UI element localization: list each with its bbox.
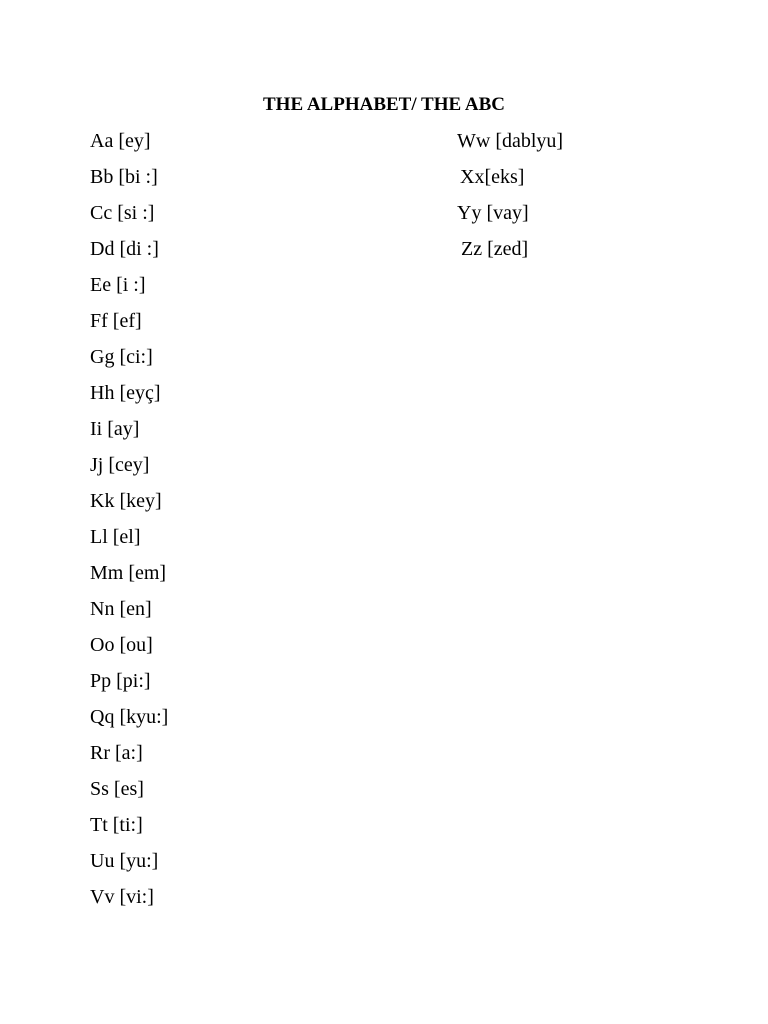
letter-entry: Tt [ti:] (90, 814, 143, 836)
letter-entry: Vv [vi:] (90, 886, 154, 908)
letter-entry: Aa [ey] (90, 130, 151, 152)
letter-entry: Mm [em] (90, 562, 167, 584)
letter-entry: Uu [yu:] (90, 850, 159, 872)
letter-entry: Ss [es] (90, 778, 144, 800)
alphabet-left-column (90, 129, 168, 921)
letter-entry: Ff [ef] (90, 310, 142, 332)
letter-entry: Rr [a:] (90, 742, 143, 764)
letter-entry: Qq [kyu:] (90, 706, 169, 728)
letter-entry: Zz [zed] (461, 238, 529, 260)
page-title: THE ALPHABET/ THE ABC (263, 94, 505, 115)
letter-entry: Ii [ay] (90, 418, 140, 440)
letter-entry: Jj [cey] (90, 454, 150, 476)
letter-entry: Nn [en] (90, 598, 152, 620)
letter-entry: Hh [eyç] (90, 382, 161, 404)
letter-entry: Oo [ou] (90, 634, 153, 656)
letter-entry: Pp [pi:] (90, 670, 151, 692)
letter-entry: Dd [di :] (90, 238, 159, 260)
letter-entry: Ww [dablyu] (457, 130, 564, 152)
letter-entry: Yy [vay] (457, 202, 529, 224)
letter-entry: Cc [si :] (90, 202, 155, 224)
letter-entry: Gg [ci:] (90, 346, 153, 368)
letter-entry: Kk [key] (90, 490, 162, 512)
alphabet-right-column (457, 129, 563, 273)
letter-entry: Ee [i :] (90, 274, 146, 296)
letter-entry: Xx[eks] (460, 166, 525, 188)
letter-entry: Ll [el] (90, 526, 141, 548)
letter-entry: Bb [bi :] (90, 166, 158, 188)
